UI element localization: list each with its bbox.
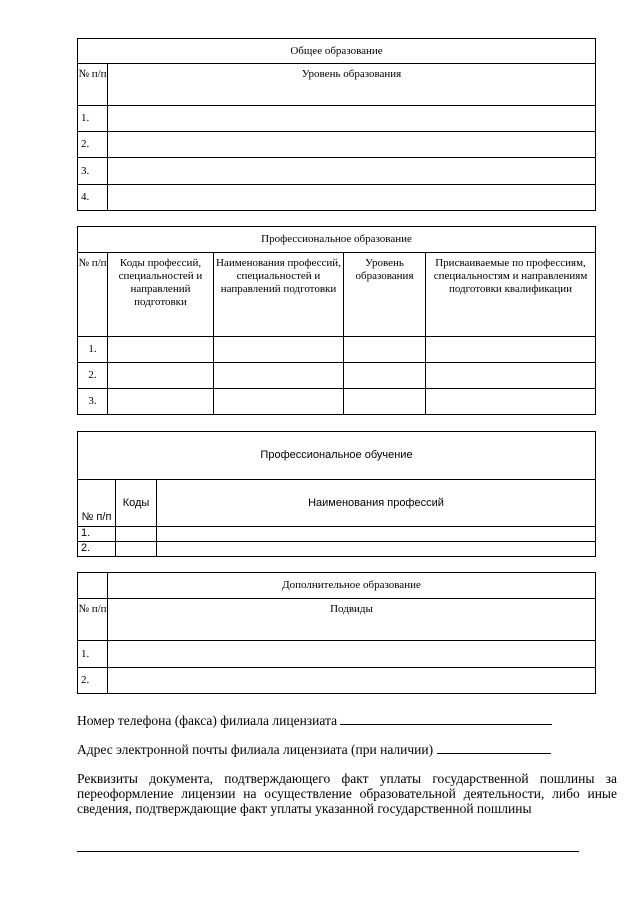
general-col-level: Уровень образования <box>108 64 596 106</box>
professional-training-table <box>77 431 596 557</box>
training-col-num: № п/п <box>78 480 116 527</box>
requisites-paragraph: Реквизиты документа, подтверждающего факт уплаты государственной пошлины за переоформление лицензии на осуществление образовательной деятельности, либо иные сведения, подтверждающие факт уплаты указанной государственной пошлины <box>77 771 617 816</box>
professional-col-codes: Коды профессий, специальностей и направлений подготовки <box>108 253 214 337</box>
professional-row-number: 2. <box>78 363 108 389</box>
general-education-title: Общее образование <box>78 39 596 64</box>
training-row-cell[interactable] <box>116 542 157 557</box>
additional-col-subtypes: Подвиды <box>108 599 596 641</box>
additional-col-num: № п/п <box>78 599 108 641</box>
email-field <box>77 741 551 758</box>
professional-col-num: № п/п <box>78 253 108 337</box>
professional-row-cell[interactable] <box>214 363 344 389</box>
general-col-num: № п/п <box>78 64 108 106</box>
additional-row-cell[interactable] <box>108 641 596 668</box>
general-row-number: 3. <box>78 158 108 185</box>
training-col-codes: Коды <box>116 480 157 527</box>
training-col-names: Наименования профессий <box>157 480 596 527</box>
professional-row-cell[interactable] <box>214 389 344 415</box>
email-input-line[interactable] <box>437 741 551 754</box>
professional-row-cell[interactable] <box>344 389 426 415</box>
additional-row-number: 2. <box>78 668 108 694</box>
professional-col-level: Уровень образования <box>344 253 426 337</box>
professional-row-cell[interactable] <box>426 363 596 389</box>
additional-education-title: Дополнительное образование <box>108 573 596 599</box>
email-label: Адрес электронной почты филиала лицензиата (при наличии) <box>77 742 434 757</box>
general-row-number: 4. <box>78 185 108 211</box>
general-education-table <box>77 38 596 211</box>
professional-col-names: Наименования профессий, специальностей и направлений подготовки <box>214 253 344 337</box>
professional-row-cell[interactable] <box>426 389 596 415</box>
training-row-cell[interactable] <box>116 527 157 542</box>
phone-input-line[interactable] <box>340 712 552 725</box>
general-row-cell[interactable] <box>108 158 596 185</box>
training-row-cell[interactable] <box>157 527 596 542</box>
professional-row-number: 1. <box>78 337 108 363</box>
requisites-input-line[interactable] <box>77 851 579 852</box>
phone-field <box>77 712 552 729</box>
training-row-number: 2. <box>78 542 116 557</box>
professional-col-qualification: Присваиваемые по профессиям, специальностям и направлениям подготовки квалификации <box>426 253 596 337</box>
general-row-number: 2. <box>78 132 108 158</box>
additional-row-cell[interactable] <box>108 668 596 694</box>
professional-education-table <box>77 226 596 415</box>
professional-row-cell[interactable] <box>108 363 214 389</box>
professional-row-cell[interactable] <box>108 389 214 415</box>
training-row-number: 1. <box>78 527 116 542</box>
professional-education-title: Профессиональное образование <box>78 227 596 253</box>
phone-label: Номер телефона (факса) филиала лицензиата <box>77 713 338 728</box>
training-row-cell[interactable] <box>157 542 596 557</box>
general-row-cell[interactable] <box>108 185 596 211</box>
general-row-cell[interactable] <box>108 132 596 158</box>
professional-row-cell[interactable] <box>426 337 596 363</box>
additional-blank-corner <box>78 573 108 599</box>
professional-row-cell[interactable] <box>344 363 426 389</box>
professional-row-number: 3. <box>78 389 108 415</box>
professional-row-cell[interactable] <box>108 337 214 363</box>
general-row-cell[interactable] <box>108 106 596 132</box>
additional-row-number: 1. <box>78 641 108 668</box>
professional-row-cell[interactable] <box>344 337 426 363</box>
professional-training-title: Профессиональное обучение <box>78 432 596 480</box>
professional-row-cell[interactable] <box>214 337 344 363</box>
general-row-number: 1. <box>78 106 108 132</box>
additional-education-table <box>77 572 596 694</box>
